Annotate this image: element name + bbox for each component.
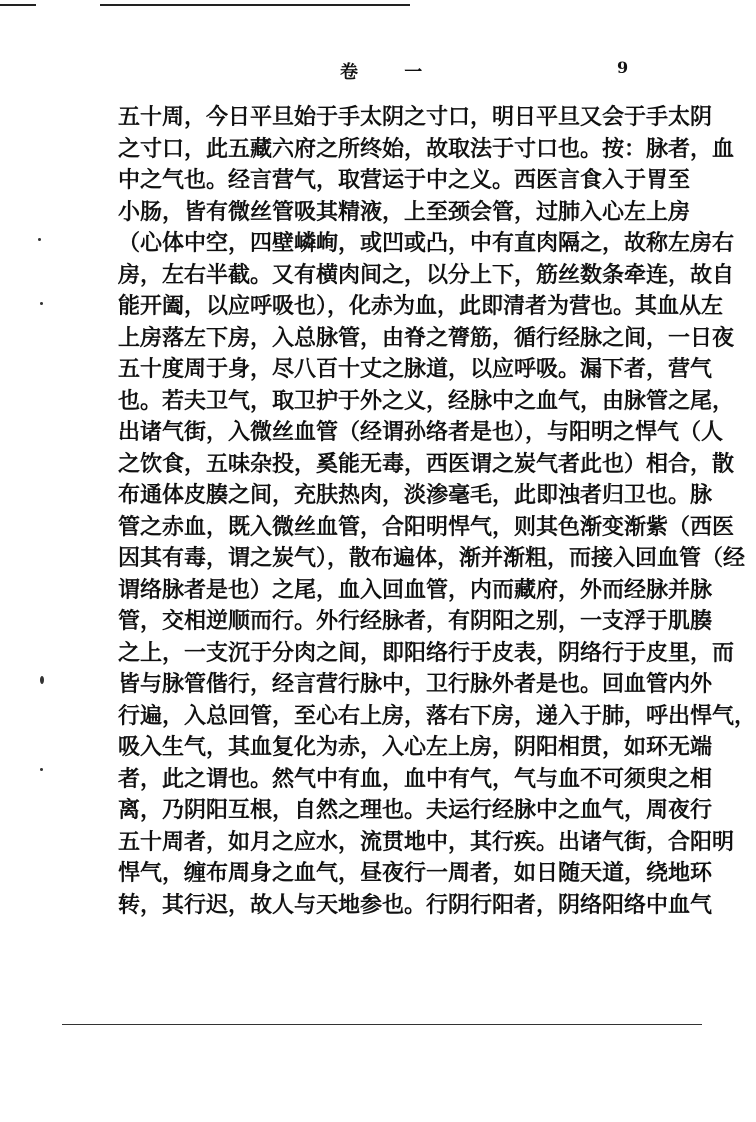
scan-speck <box>40 676 44 684</box>
scan-speck <box>38 238 41 241</box>
text-line: 五十周，今日平旦始于手太阴之寸口，明日平旦又会于手太阴 <box>118 104 713 130</box>
text-line: 房，左右半截。又有横肉间之，以分上下，筋丝数条牵连，故自 <box>118 261 735 288</box>
text-line: 能开阖，以应呼吸也），化赤为血，此即清者为营也。其血从左 <box>118 293 724 319</box>
text-line: 管，交相逆顺而行。外行经脉者，有阴阳之别，一支浮于肌腠 <box>118 608 713 634</box>
text-line: 上房落左下房，入总脉管，由脊之膂筋，循行经脉之间，一日夜 <box>118 324 735 351</box>
page-bottom-rule <box>62 1024 702 1025</box>
text-line: （心体中空，四壁嶙峋，或凹或凸，中有直肉隔之，故称左房右 <box>118 230 735 256</box>
text-line: 布通体皮腠之间，充肤热肉，淡渗毫毛，此即浊者归卫也。脉 <box>118 482 713 508</box>
scan-speck <box>40 768 43 771</box>
body-text <box>118 102 756 921</box>
text-line: 者，此之谓也。然气中有血，血中有气，气与血不可须臾之相 <box>118 765 713 792</box>
scan-edge-rule <box>100 4 410 6</box>
text-line: 之寸口，此五藏六府之所终始，故取法于寸口也。按：脉者，血 <box>118 135 735 162</box>
text-line: 出诸气街，入微丝血管（经谓孙络者是也），与阳明之悍气（人 <box>118 419 724 445</box>
text-line: 之上，一支沉于分肉之间，即阳络行于皮表，阴络行于皮里，而 <box>118 639 735 666</box>
page-header <box>0 58 747 88</box>
page-number: 9 <box>617 58 629 77</box>
text-line: 转，其行迟，故人与天地参也。行阴行阳者，阴络阳络中血气 <box>118 891 713 918</box>
text-line: 管之赤血，既入微丝血管，合阳明悍气，则其色渐变渐紫（西医 <box>118 513 735 540</box>
text-line: 谓络脉者是也）之尾，血入回血管，内而藏府，外而经脉并脉 <box>118 576 713 603</box>
text-line: 离，乃阴阳互根，自然之理也。夫运行经脉中之血气，周夜行 <box>118 797 713 823</box>
text-line: 皆与脉管偕行，经言营行脉中，卫行脉外者是也。回血管内外 <box>118 671 713 697</box>
text-line: 行遍，入总回管，至心右上房，落右下房，递入于肺，呼出悍气， <box>118 702 756 729</box>
text-line: 吸入生气，其血复化为赤，入心左上房，阴阳相贯，如环无端 <box>118 734 713 760</box>
text-line: 因其有毒，谓之炭气），散布遍体，渐并渐粗，而接入回血管（经 <box>118 545 746 571</box>
running-head: 卷 一 <box>340 62 443 83</box>
text-line: 也。若夫卫气，取卫护于外之义，经脉中之血气，由脉管之尾， <box>118 387 735 414</box>
text-line: 悍气，缠布周身之血气，昼夜行一周者，如日随天道，绕地环 <box>118 860 713 886</box>
text-line: 中之气也。经言营气，取营运于中之义。西医言食入于胃至 <box>118 167 691 193</box>
text-line: 小肠，皆有微丝管吸其精液，上至颈会管，过肺入心左上房 <box>118 198 691 225</box>
scan-edge-rule <box>0 4 36 6</box>
text-line: 之饮食，五味杂投，奚能无毒，西医谓之炭气者此也）相合，散 <box>118 450 735 477</box>
scan-speck <box>40 302 43 305</box>
text-line: 五十度周于身，尽八百十丈之脉道，以应呼吸。漏下者，营气 <box>118 356 713 382</box>
text-line: 五十周者，如月之应水，流贯地中，其行疾。出诸气街，合阳明 <box>118 828 735 855</box>
